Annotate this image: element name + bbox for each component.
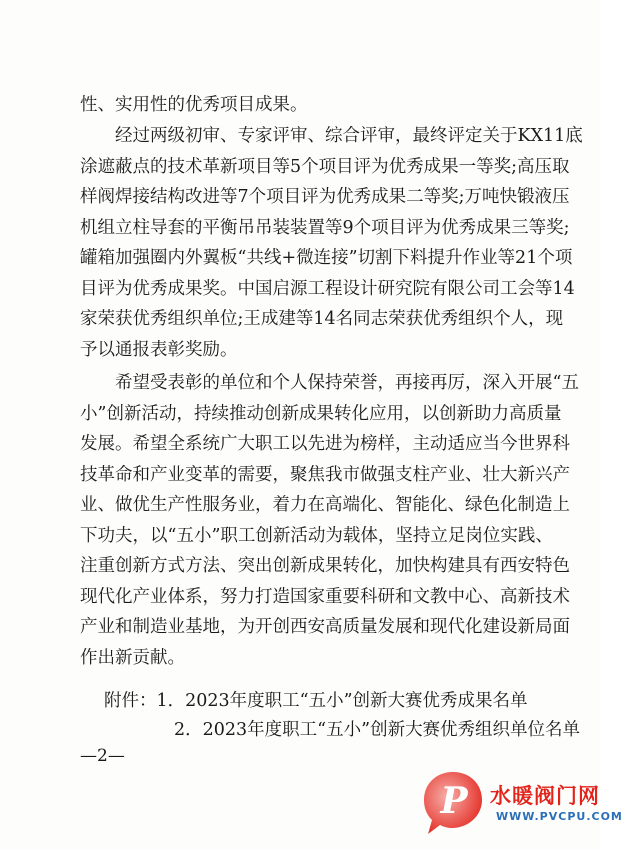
text-line: 下功夫，以“五小”职工创新活动为载体，坚持立足岗位实践、 (80, 525, 553, 546)
text-line: 现代化产业体系，努力打造国家重要科研和文教中心、高新技术 (80, 586, 570, 607)
text-line: 希望受表彰的单位和个人保持荣誉，再接再厉，深入开展“五 (80, 373, 579, 393)
text-line: 小”创新活动，持续推动创新成果转化应用，以创新助力高质量 (80, 403, 562, 424)
text-line: 发展。希望全系统广大职工以先进为榜样，主动适应当今世界科 (80, 434, 570, 454)
text-line: 予以通报表彰奖励。 (80, 339, 238, 360)
watermark-url: WWW.PVCPU.COM (496, 810, 623, 823)
watermark-title: 水暖阀门网 (490, 784, 600, 808)
svg-text:P: P (440, 780, 468, 822)
paragraph-review-results (80, 121, 583, 365)
text-line: 注重创新方式方法、突出创新成果转化，加快构建具有西安特色 (80, 556, 570, 576)
page-number: —2— (80, 746, 125, 766)
attachment-line-2: 2．2023年度职工“五小”创新大赛优秀组织单位名单 (174, 720, 581, 740)
text-line: 业、做优生产性服务业，着力在高端化、智能化、绿色化制造上 (80, 495, 570, 515)
text-line: 样阀焊接结构改进等7个项目评为优秀成果二等奖;万吨快锻液压 (80, 187, 570, 207)
text-line: 经过两级初审、专家评审、综合评审，最终评定关于KX11底 (80, 126, 583, 146)
text-line: 罐箱加强圈内外翼板“共线+微连接”切割下料提升作业等21个项 (80, 248, 573, 268)
text-line: 性、实用性的优秀项目成果。 (80, 95, 308, 115)
text-line: 目评为优秀成果奖。中国启源工程设计研究院有限公司工会等14 (80, 278, 575, 299)
text-line: 机组立柱导套的平衡吊吊装装置等9个项目评为优秀成果三等奖; (80, 217, 570, 238)
paragraph-intro-tail (80, 90, 540, 121)
text-line: 技革命和产业变革的需要，聚焦我市做强支柱产业、壮大新兴产 (80, 464, 570, 485)
watermark-logo (418, 768, 623, 838)
text-line: 家荣获优秀组织单位;王成建等14名同志荣获优秀组织个人，现 (80, 309, 564, 329)
paragraph-expectations (80, 368, 579, 673)
text-line: 涂遮蔽点的技术革新项目等5个项目评为优秀成果一等奖;高压取 (80, 156, 570, 177)
attachment-line-1: 附件：1．2023年度职工“五小”创新大赛优秀成果名单 (104, 691, 528, 711)
text-line: 作出新贡献。 (80, 647, 185, 668)
text-line: 产业和制造业基地，为开创西安高质量发展和现代化建设新局面 (80, 617, 570, 637)
watermark-emblem-icon (418, 768, 488, 838)
